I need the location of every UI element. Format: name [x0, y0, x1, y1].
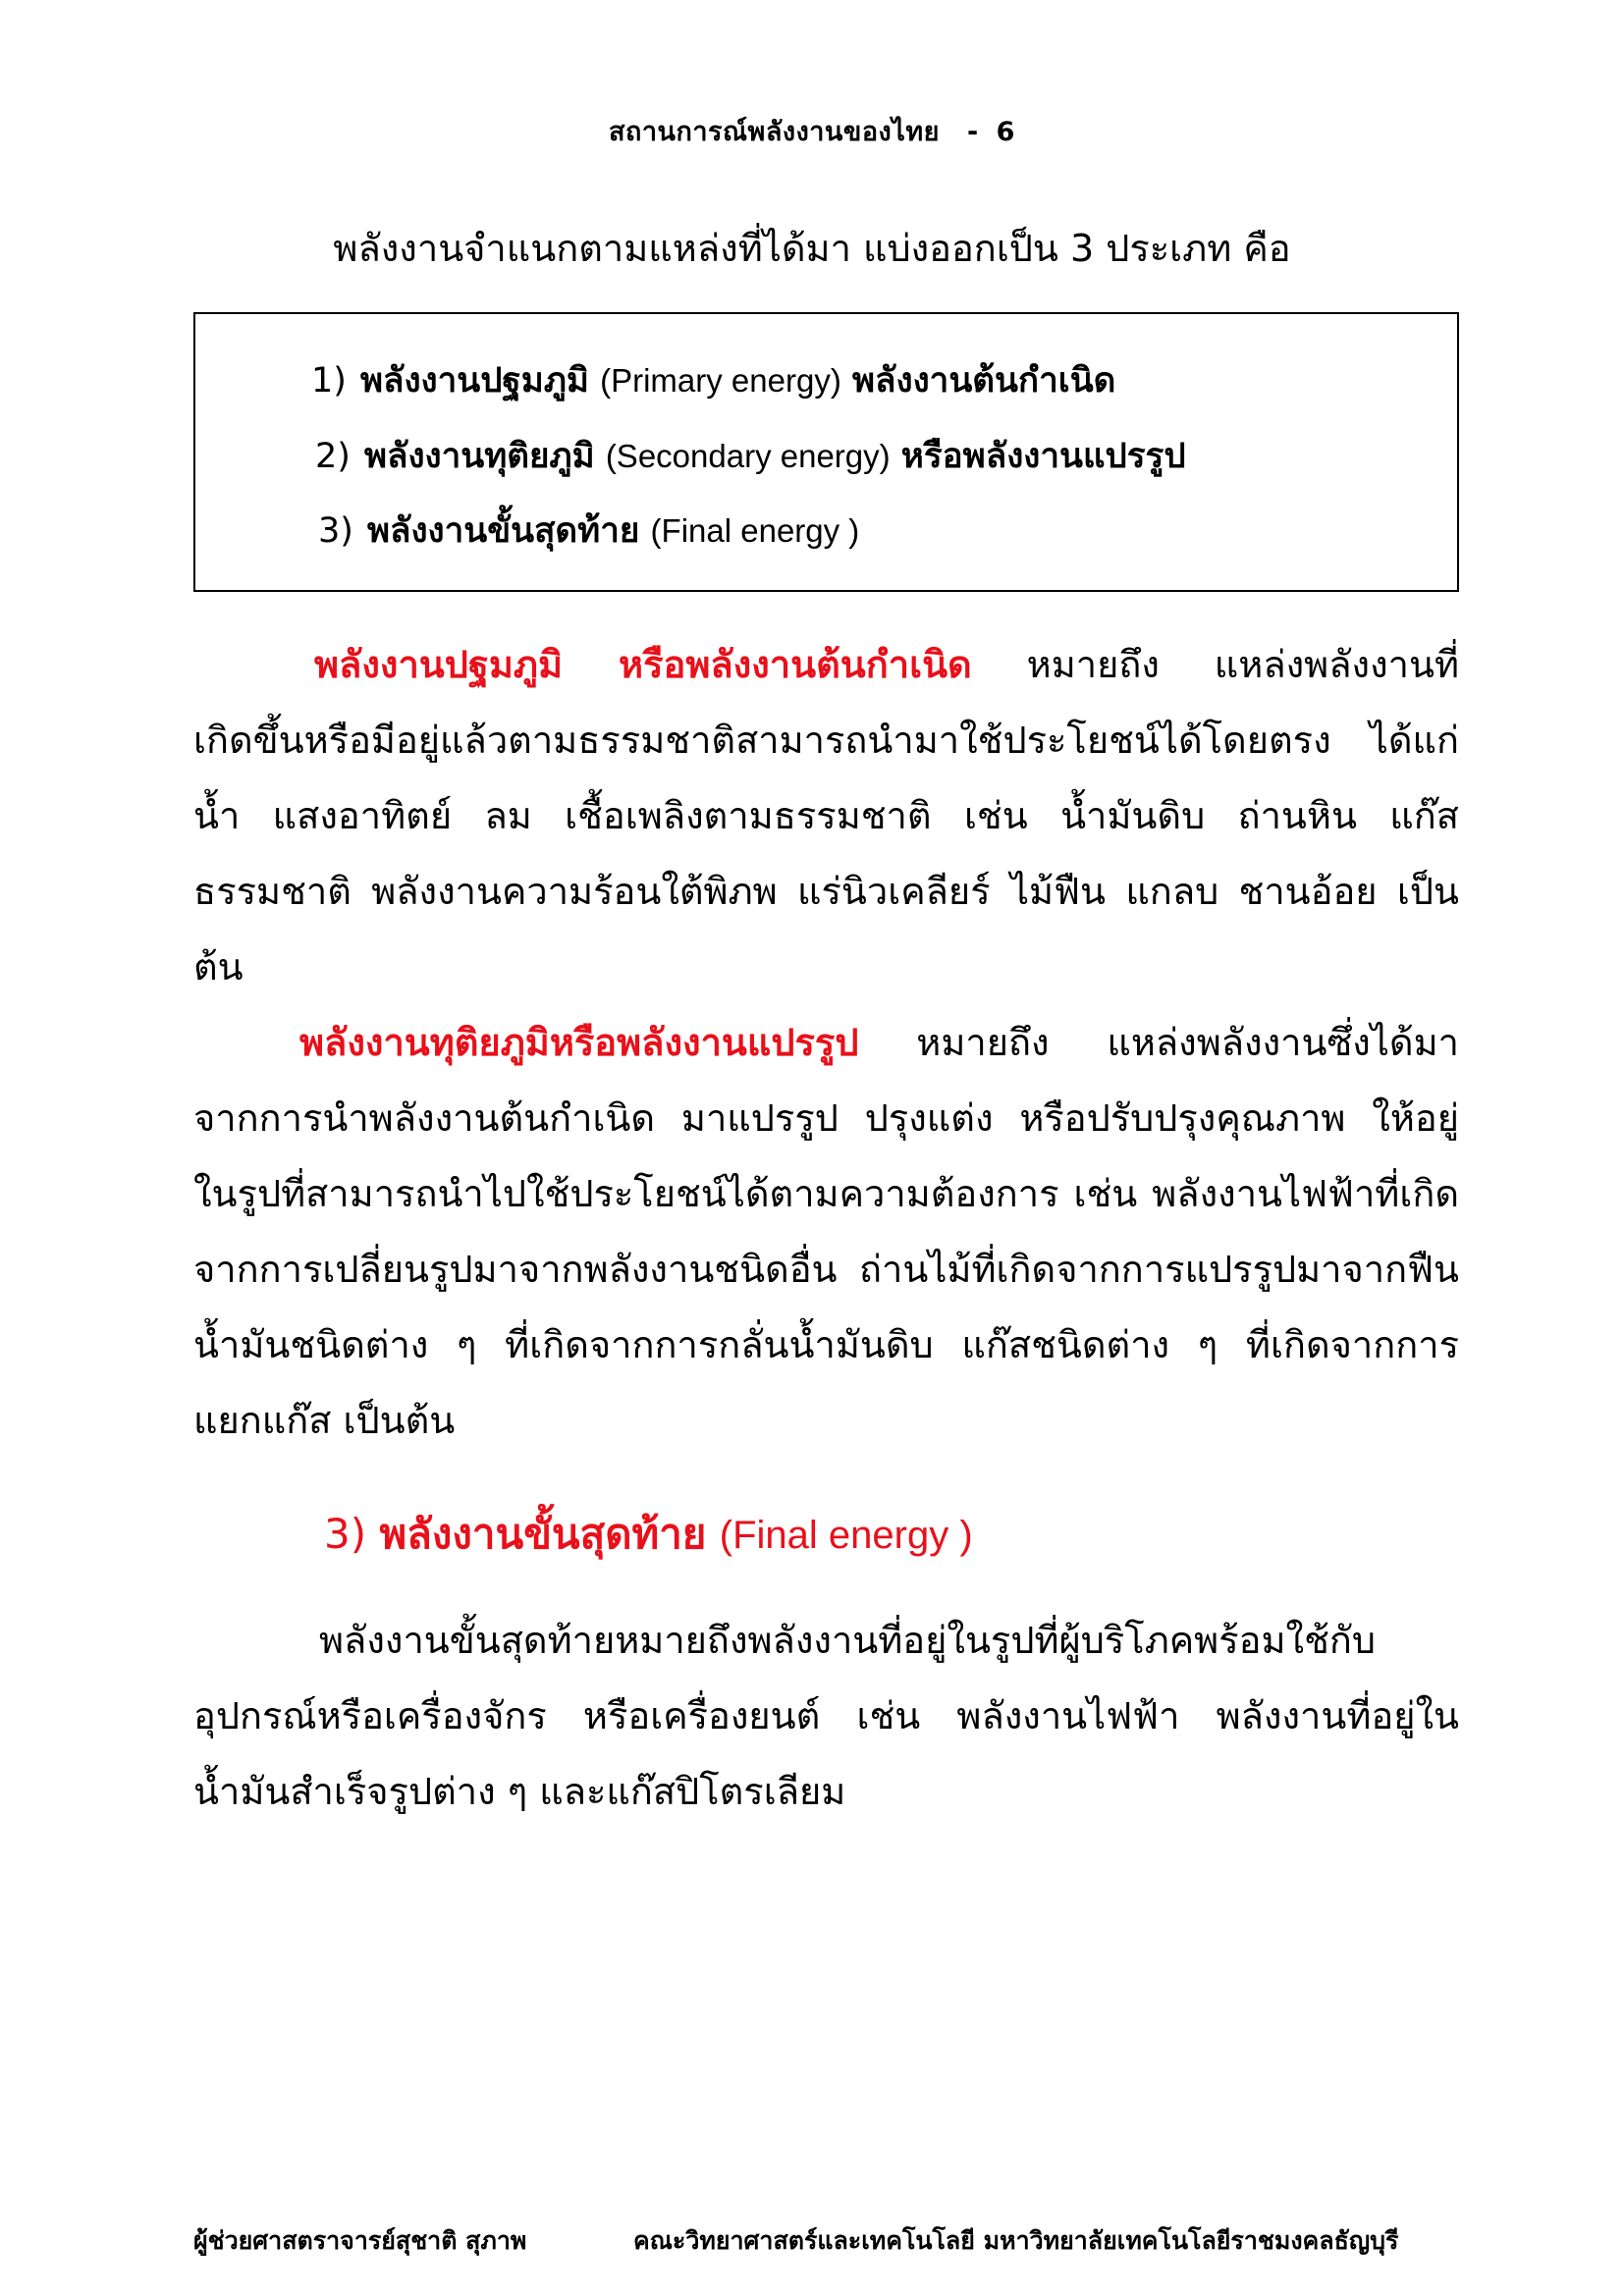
footer-affiliation: คณะวิทยาศาสตร์และเทคโนโลยี มหาวิทยาลัยเทคโนโลยีราชมงคลธัญบุรี: [633, 2226, 1399, 2255]
item-thai-term: พลังงานทุติยภูมิ: [363, 437, 595, 476]
energy-type-item-2: [315, 429, 1186, 483]
footer-author: ผู้ช่วยศาสตราจารย์สุชาติ สุภาพ: [193, 2226, 527, 2255]
para1-line: น้ำ แสงอาทิตย์ ลม เชื้อเพลิงตามธรรมชาติ เช่น น้ำมันดิบ ถ่านหิน แก๊ส: [193, 794, 1459, 837]
item-english-term: (Secondary energy): [605, 438, 891, 474]
page-header: [0, 110, 1624, 152]
item-number: 2): [315, 437, 351, 476]
para2-line: จากการนำพลังงานต้นกำเนิด มาแปรรูป ปรุงแต่ง หรือปรับปรุงคุณภาพ ให้อยู่: [193, 1096, 1459, 1140]
para1-line: ธรรมชาติ พลังงานความร้อนใต้พิภพ แร่นิวเคลียร์ ไม้ฟืน แกลบ ชานอ้อย เป็น: [193, 870, 1459, 913]
item-alt-term: พลังงานต้นกำเนิด: [851, 361, 1116, 400]
para2-heading: พลังงานทุติยภูมิหรือพลังงานแปรรูป: [299, 1021, 859, 1064]
para1-line: เกิดขึ้นหรือมีอยู่แล้วตามธรรมชาติสามารถนำมาใช้ประโยชน์ได้โดยตรง ได้แก่: [193, 719, 1459, 762]
section3-number: 3): [324, 1510, 367, 1558]
para2-line: น้ำมันชนิดต่าง ๆ ที่เกิดจากการกลั่นน้ำมันดิบ แก๊สชนิดต่าง ๆ ที่เกิดจากการ: [193, 1323, 1459, 1366]
section3-thai-title: พลังงานขั้นสุดท้าย: [379, 1510, 707, 1558]
para2-line: ในรูปที่สามารถนำไปใช้ประโยชน์ได้ตามความต้องการ เช่น พลังงานไฟฟ้าที่เกิด: [193, 1172, 1459, 1215]
energy-type-item-1: [311, 353, 1115, 407]
item-alt-term: หรือพลังงานแปรรูป: [900, 437, 1186, 476]
section3-english-title: (Final energy ): [719, 1514, 973, 1557]
para2-first-line: [299, 1021, 1459, 1064]
para1-first-line: [314, 643, 1459, 686]
energy-types-box: [193, 312, 1459, 592]
para1-line: หมายถึง แหล่งพลังงานที่: [1026, 643, 1459, 686]
item-thai-term: พลังงานขั้นสุดท้าย: [366, 511, 640, 551]
item-number: 1): [311, 361, 347, 400]
item-english-term: (Primary energy): [600, 362, 841, 399]
para3-line: พลังงานขั้นสุดท้ายหมายถึงพลังงานที่อยู่ในรูปที่ผู้บริโภคพร้อมใช้กับ: [319, 1619, 1376, 1662]
para2-line: แยกแก๊ส เป็นต้น: [193, 1399, 456, 1442]
header-title: สถานการณ์พลังงานของไทย: [609, 117, 940, 147]
para1-heading: พลังงานปฐมภูมิ หรือพลังงานต้นกำเนิด: [314, 643, 972, 686]
energy-type-item-3: [318, 504, 859, 558]
para2-line: หมายถึง แหล่งพลังงานซึ่งได้มา: [916, 1021, 1459, 1064]
page-number: 6: [996, 117, 1015, 147]
para2-line: จากการเปลี่ยนรูปมาจากพลังงานชนิดอื่น ถ่านไม้ที่เกิดจากการแปรรูปมาจากฟืน: [193, 1248, 1459, 1291]
intro-sentence: พลังงานจำแนกตามแหล่งที่ได้มา แบ่งออกเป็น 3 ประเภท คือ: [333, 227, 1291, 270]
section3-heading: [324, 1502, 973, 1567]
item-number: 3): [318, 511, 353, 551]
para1-line: ต้น: [193, 945, 244, 988]
item-english-term: (Final energy ): [650, 512, 860, 549]
para3-line: น้ำมันสำเร็จรูปต่าง ๆ และแก๊สปิโตรเลียม: [193, 1770, 846, 1813]
para3-line: อุปกรณ์หรือเครื่องจักร หรือเครื่องยนต์ เช่น พลังงานไฟฟ้า พลังงานที่อยู่ใน: [193, 1694, 1459, 1737]
header-separator: -: [966, 117, 979, 147]
item-thai-term: พลังงานปฐมภูมิ: [359, 361, 589, 400]
